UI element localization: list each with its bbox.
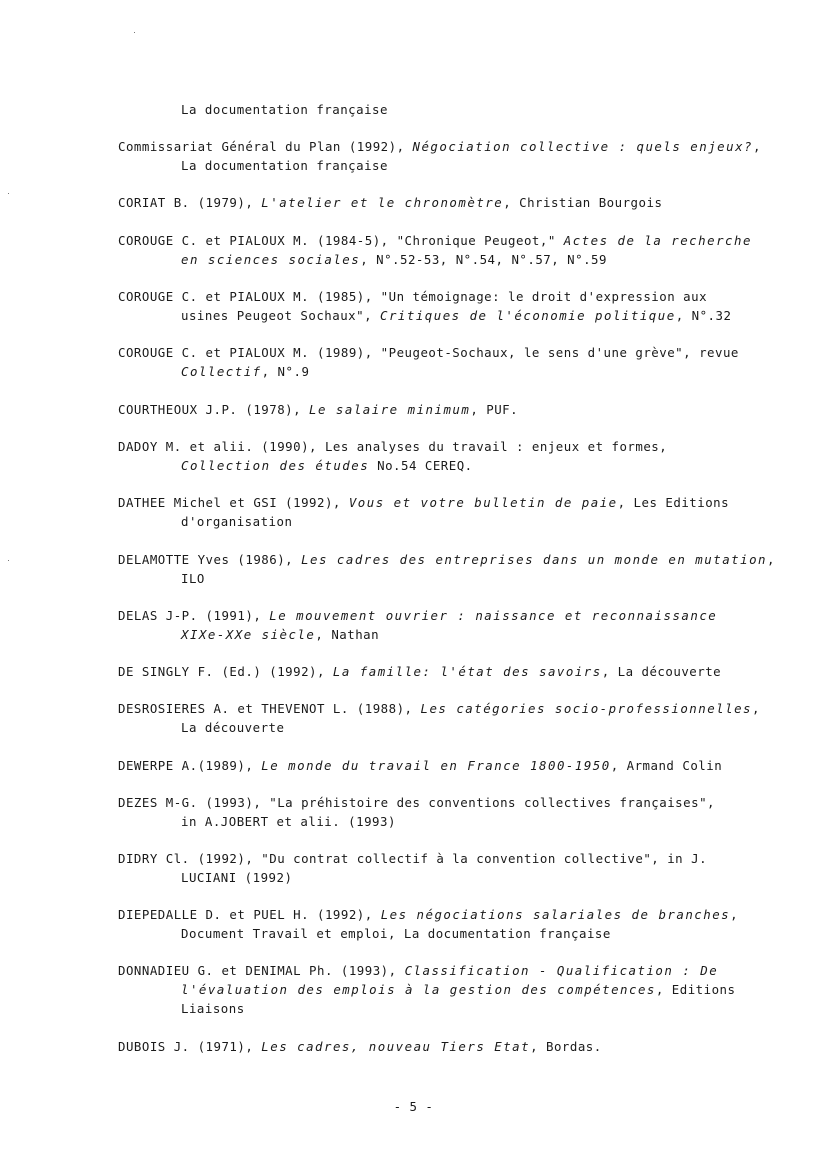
scan-speck: [134, 32, 135, 33]
reference-entry: [118, 232, 752, 250]
reference-text: , PUF.: [470, 402, 519, 417]
reference-entry: [118, 288, 707, 306]
reference-text: , Bordas.: [530, 1039, 602, 1054]
reference-text: , Editions: [655, 982, 736, 997]
reference-title: Collection des études: [181, 458, 370, 473]
reference-entry: [118, 962, 718, 980]
reference-entry: [118, 551, 775, 569]
reference-text: DESROSIERES A. et THEVENOT L. (1988),: [118, 701, 421, 716]
reference-text: COROUGE C. et PIALOUX M. (1989), "Peugeot-Sochaux, le sens d'une grève", revue: [118, 345, 739, 360]
reference-entry: [118, 438, 667, 456]
reference-text: in A.JOBERT et alii. (1993): [181, 814, 396, 829]
reference-continuation: [181, 307, 731, 325]
reference-continuation: [181, 363, 309, 381]
reference-entry: [118, 344, 739, 362]
reference-text: La documentation française: [181, 158, 388, 173]
reference-entry: [118, 850, 707, 868]
reference-text: DADOY M. et alii. (1990), Les analyses du travail : enjeux et formes,: [118, 439, 668, 454]
reference-title: Le monde du travail en France 1800-1950: [261, 758, 611, 773]
reference-text: La documentation française: [181, 102, 388, 117]
reference-text: LUCIANI (1992): [181, 870, 293, 885]
reference-title: Les négociations salariales de branches: [380, 907, 731, 922]
reference-title: La famille: l'état des savoirs: [332, 664, 602, 679]
reference-text: , Nathan: [315, 627, 380, 642]
reference-text: ILO: [181, 571, 205, 586]
reference-continuation: [181, 925, 611, 943]
reference-entry: [118, 607, 717, 625]
reference-text: DE SINGLY F. (Ed.) (1992),: [118, 664, 333, 679]
reference-title: Classification - Qualification : De: [404, 963, 719, 978]
reference-entry: [118, 794, 715, 812]
reference-continuation: [181, 101, 388, 119]
reference-text: ,: [767, 552, 775, 567]
reference-text: DATHEE Michel et GSI (1992),: [118, 495, 349, 510]
reference-title: en sciences sociales: [181, 252, 361, 267]
reference-continuation: [181, 457, 473, 475]
reference-entry: [118, 663, 721, 681]
reference-text: Liaisons: [181, 1001, 245, 1016]
reference-entry: [118, 757, 722, 775]
reference-text: , N°.32: [675, 308, 732, 323]
reference-title: Les catégories socio-professionnelles: [420, 701, 752, 716]
reference-continuation: [181, 813, 396, 831]
reference-text: DELAS J-P. (1991),: [118, 608, 270, 623]
reference-text: , Armand Colin: [610, 758, 723, 773]
reference-continuation: [181, 570, 205, 588]
reference-text: No.54 CEREQ.: [369, 458, 473, 473]
reference-entry: [118, 194, 662, 212]
reference-title: Le mouvement ouvrier : naissance et reconnaissance: [269, 608, 718, 623]
reference-text: , N°.9: [261, 364, 310, 379]
reference-continuation: [181, 869, 292, 887]
reference-text: , N°.52-53, N°.54, N°.57, N°.59: [360, 252, 607, 267]
reference-title: Actes de la recherche: [563, 233, 752, 248]
reference-text: DIDRY Cl. (1992), "Du contrat collectif à la convention collective", in J.: [118, 851, 708, 866]
reference-text: CORIAT B. (1979),: [118, 195, 262, 210]
reference-text: usines Peugeot Sochaux",: [181, 308, 380, 323]
reference-continuation: [181, 1000, 245, 1018]
reference-entry: [118, 138, 761, 156]
reference-text: DELAMOTTE Yves (1986),: [118, 552, 302, 567]
reference-continuation: [181, 513, 292, 531]
reference-title: Les cadres des entreprises dans un monde en mutation: [301, 552, 767, 567]
reference-text: , La découverte: [601, 664, 722, 679]
reference-text: COROUGE C. et PIALOUX M. (1984-5), "Chronique Peugeot,": [118, 233, 564, 248]
reference-title: Critiques de l'économie politique: [380, 308, 676, 323]
reference-entry: [118, 401, 518, 419]
reference-title: l'évaluation des emplois à la gestion des compétences: [181, 982, 656, 997]
reference-title: L'atelier et le chronomètre: [261, 195, 504, 210]
reference-text: Document Travail et emploi, La documentation française: [181, 926, 611, 941]
reference-text: ,: [753, 139, 761, 154]
reference-text: ,: [752, 701, 760, 716]
scan-speck: [8, 193, 9, 194]
reference-entry: [118, 700, 760, 718]
reference-title: Le salaire minimum: [309, 402, 471, 417]
reference-continuation: [181, 981, 735, 999]
reference-text: La découverte: [181, 720, 285, 735]
reference-title: Négociation collective : quels enjeux?: [412, 139, 753, 154]
reference-text: , Christian Bourgois: [503, 195, 663, 210]
reference-text: ,: [730, 907, 739, 922]
reference-text: DIEPEDALLE D. et PUEL H. (1992),: [118, 907, 381, 922]
scan-speck: [8, 560, 9, 561]
reference-text: COROUGE C. et PIALOUX M. (1985), "Un témoignage: le droit d'expression aux: [118, 289, 708, 304]
reference-title: Les cadres, nouveau Tiers Etat: [261, 1039, 531, 1054]
reference-text: d'organisation: [181, 514, 293, 529]
reference-continuation: [181, 251, 607, 269]
reference-continuation: [181, 719, 284, 737]
reference-text: Commissariat Général du Plan (1992),: [118, 139, 413, 154]
reference-text: , Les Editions: [617, 495, 730, 510]
reference-entry: [118, 906, 738, 924]
reference-entry: [118, 1038, 602, 1056]
page-number: - 5 -: [393, 1099, 434, 1114]
reference-text: DUBOIS J. (1971),: [118, 1039, 262, 1054]
reference-text: COURTHEOUX J.P. (1978),: [118, 402, 310, 417]
reference-text: DONNADIEU G. et DENIMAL Ph. (1993),: [118, 963, 405, 978]
reference-continuation: [181, 157, 388, 175]
reference-continuation: [181, 626, 379, 644]
reference-text: DEZES M-G. (1993), "La préhistoire des conventions collectives françaises",: [118, 795, 715, 810]
reference-title: Vous et votre bulletin de paie: [348, 495, 618, 510]
reference-title: Collectif: [181, 364, 262, 379]
reference-text: DEWERPE A.(1989),: [118, 758, 262, 773]
reference-title: XIXe-XXe siècle: [181, 627, 316, 642]
reference-entry: [118, 494, 729, 512]
